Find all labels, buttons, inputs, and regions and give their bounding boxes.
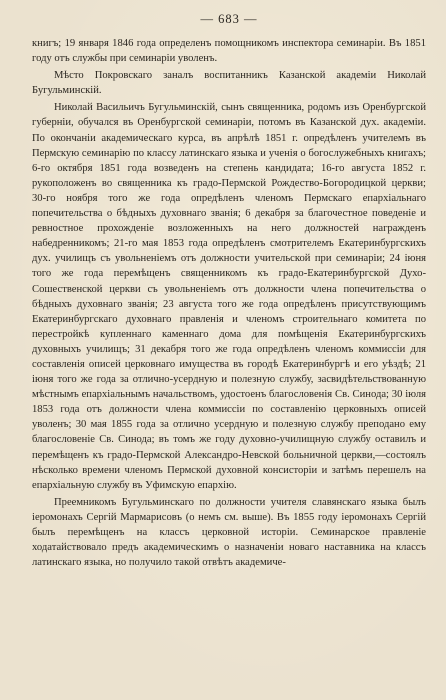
paragraph-1: книгъ; 19 января 1846 года определенъ помощникомъ инспектора семинаріи. Въ 1851 году отъ службы при семинаріи уволенъ. — [32, 38, 426, 65]
paragraph-2: Мѣсто Покровскаго заналъ воспитанникъ Казанской академіи Николай Бугульминскій. — [32, 70, 426, 97]
paragraph-3: Николай Васильичъ Бугульминскій, сынъ священника, родомъ изъ Оренбургской губерніи, обучался въ Оренбургской семинаріи, потомъ въ Казанской дух. академіи. По окончаніи академическаго курса, въ апрѣлѣ 1851 г. опредѣленъ учителемъ въ Пермскую семинарію по классу латинскаго языка и ученія о богослужебныхъ книгахъ; 6-го октября 1851 года возведенъ на степень кандидата; 16-го августа 1852 г. рукоположенъ во священника къ градо-Пермской Рождество-Богородицкой церкви; 30-го ноября того же года опредѣленъ членомъ Пермскаго епархіальнаго попечительства о бѣдныхъ духовнаго званія; 6 декабря за благочестное поведеніе и ревностное прохожденіе возложенныхъ на него должностей награжденъ набедренникомъ; 21-го мая 1853 года опредѣленъ смотрителемъ Екатеринбургскихъ дух. училищъ съ увольненіемъ отъ должности учительской при семинаріи; 24 іюня того же года перемѣщенъ священникомъ къ градо-Екатеринбургской Духо-Сошественской церкви съ увольненіемъ отъ должности члена попечительства о бѣдныхъ духовнаго званія; 23 августа того же года опредѣленъ присутствующимъ Екатеринбургскаго духовнаго правленія и членомъ строительнаго комитета по перестройкѣ купленнаго каменнаго дома для помѣщенія Екатеринбургскихъ духовныхъ училищъ; 31 декабря того же года опредѣленъ членомъ коммиссіи для составленія описей церковнаго имущества въ городѣ Екатеринбургѣ и его уѣздѣ; 21 іюня того же года за отлично-усердную и полезную службу, засвидѣтельствованную мѣстнымъ епархіальнымъ начальствомъ, удостоенъ благословенія Св. Синода; 30 іюля 1853 года отъ должности члена коммиссіи по составленію церковныхъ описей уволенъ; 30 мая 1855 года за отлично усердную и полезную службу преподано ему благословеніе Св. Синода; въ томъ же году духовно-училищную службу оставилъ и перемѣщенъ къ градо-Пермской Александро-Невской больничной церкви,—состоялъ нѣсколько времени членомъ Пермской духовной консисторіи и затѣмъ перешелъ на епархіальную службу въ Уфимскую епархію. — [32, 102, 426, 491]
page-number: — 683 — — [200, 12, 258, 26]
paragraph-4: Преемникомъ Бугульминскаго по должности учителя славянскаго языка былъ іеромонахъ Сергій Мармарисовъ (о немъ см. выше). Въ 1855 году іеромонахъ Сергій былъ перемѣщенъ на классъ церковной исторіи. Семинарское правленіе ходатайствовало предъ академическимъ о назначеніи новаго наставника на классъ латинскаго языка, но получило такой отвѣтъ академиче- — [32, 496, 426, 569]
